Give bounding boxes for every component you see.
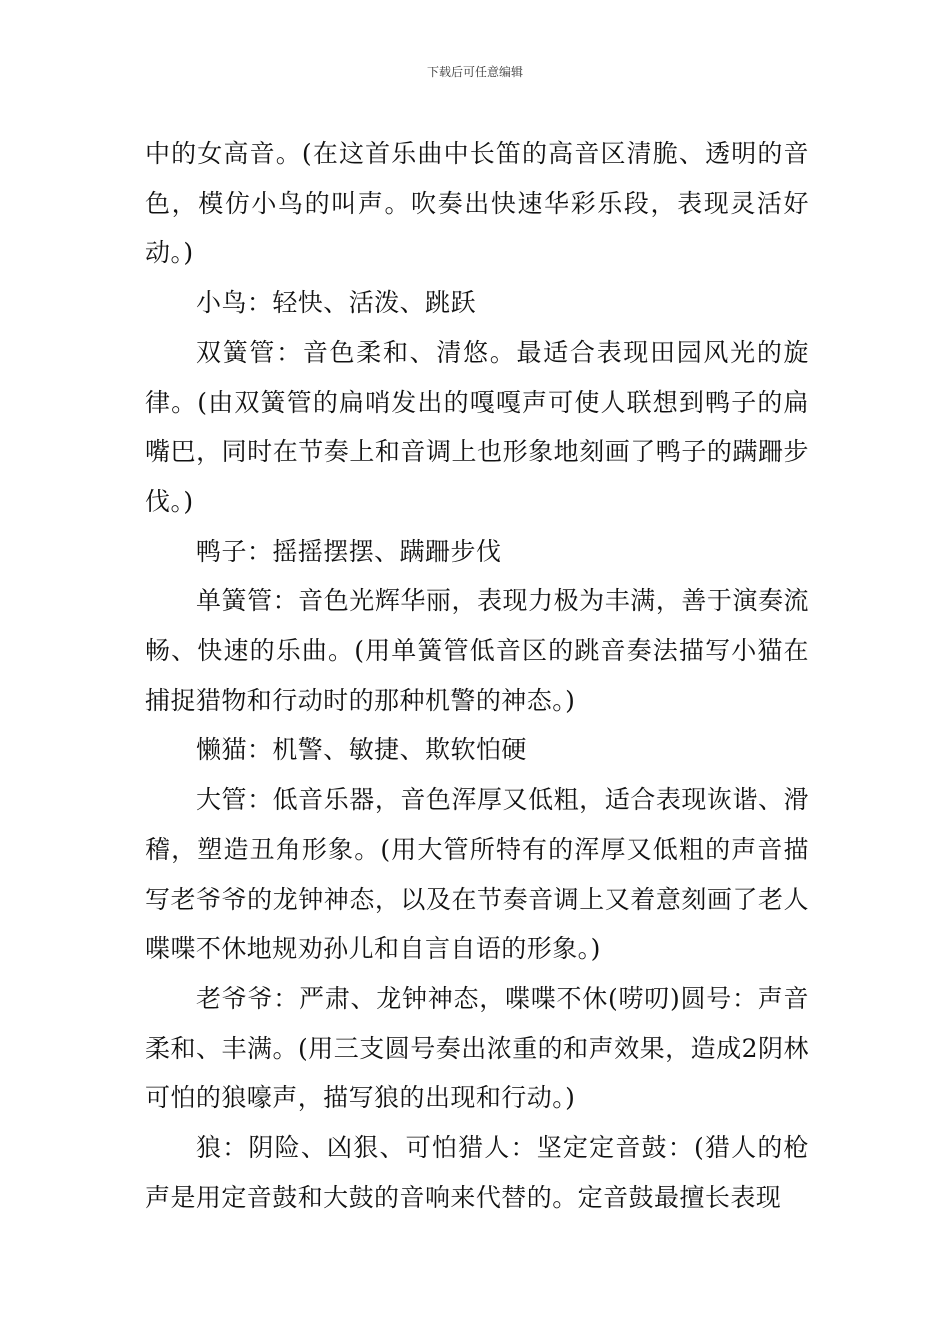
paragraph-grandpa-horn: 老爷爷：严肃、龙钟神态，喋喋不休(唠叨)圆号：声音柔和、丰满。(用三支圆号奏出浓重的和声效果，造成2阴林可怕的狼嚎声，描写狼的出现和行动。) (145, 983, 809, 1113)
paragraph-wolf-hunter: 狼：阴险、凶狠、可怕猎人：坚定定音鼓：(猎人的枪声是用定音鼓和大鼓的音响来代替的。定音鼓最擅长表现 (145, 1133, 809, 1212)
paragraph-duck: 鸭子：摇摇摆摆、蹒跚步伐 (196, 536, 502, 566)
paragraph-clarinet: 单簧管：音色光辉华丽，表现力极为丰满，善于演奏流畅、快速的乐曲。(用单簧管低音区的跳音奏法描写小猫在捕捉猎物和行动时的那种机警的神态。) (145, 586, 809, 715)
paragraph-bassoon: 大管：低音乐器，音色浑厚又低粗，适合表现诙谐、滑稽，塑造丑角形象。(用大管所特有的浑厚又低粗的声音描写老爷爷的龙钟神态，以及在节奏音调上又着意刻画了老人喋喋不休地规劝孙儿和自言自语的形象。) (145, 785, 809, 964)
paragraph-flute-continuation: 中的女高音。(在这首乐曲中长笛的高音区清脆、透明的音色，模仿小鸟的叫声。吹奏出快速华彩乐段，表现灵活好动。) (145, 139, 809, 268)
page-header: 下载后可任意编辑 (426, 65, 523, 79)
paragraph-oboe: 双簧管：音色柔和、清悠。最适合表现田园风光的旋律。(由双簧管的扁哨发出的嘎嘎声可使人联想到鸭子的扁嘴巴，同时在节奏上和音调上也形象地刻画了鸭子的蹒跚步伐。) (145, 337, 809, 516)
paragraph-bird: 小鸟：轻快、活泼、跳跃 (196, 288, 476, 318)
paragraph-cat: 懒猫：机警、敏捷、欺软怕硬 (196, 735, 527, 765)
document-body (145, 129, 809, 1222)
